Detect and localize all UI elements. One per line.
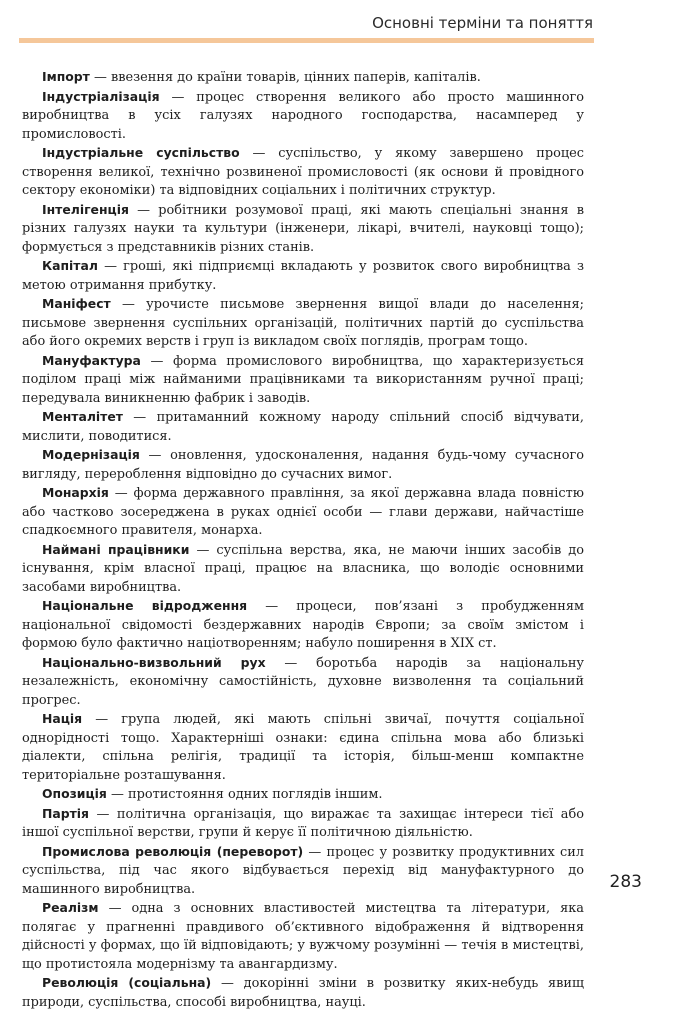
glossary-entry — [22, 88, 584, 145]
glossary-term: Національно-визвольний рух — [42, 654, 266, 670]
glossary-definition: — процес створення великого або просто машинного виробництва в усіх галузях народного господарства, насамперед у промисловості. — [22, 89, 584, 142]
glossary-entry — [22, 257, 584, 295]
page-number: 283 — [609, 872, 642, 892]
glossary-definition: — одна з основних властивостей мистецтва та літератури, яка полягає у прагненні правдивого об’єктивного відображення й відтворення дійсності у формах, що їй відповідають; у вужчому розумінні — течія в мистецтві, що протистояла модернізму та авангардизму. — [22, 901, 584, 972]
glossary-entry — [22, 974, 584, 1012]
glossary-definition: — боротьба народів за національну незалежність, економічну самостійність, духовне визволення та соціальний прогрес. — [22, 655, 584, 708]
glossary-entry — [22, 144, 584, 201]
glossary-entry — [22, 408, 584, 446]
running-head-title: Основні терміни та поняття — [372, 14, 593, 32]
glossary-entry — [22, 68, 584, 88]
glossary-entry — [22, 805, 584, 843]
glossary-term: Індустріалізація — [42, 88, 160, 104]
glossary-term: Монархія — [42, 485, 109, 500]
glossary-term: Маніфест — [42, 296, 111, 311]
glossary-definition: — форма державного правління, за якої державна влада повністю або частково зосереджена в руках однієї особи — глави держави, найчастіше спадкоємного правителя, монарха. — [22, 486, 584, 538]
glossary-definition: — процес у розвитку продуктивних сил суспільства, під час якого відбувається перехід від мануфактурного до машинного виробництва. — [22, 844, 584, 897]
glossary-entry — [22, 484, 584, 541]
glossary-definition: — робітники розумової праці, які мають спеціальні знання в різних галузях науки та культури (інженери, лікарі, вчителі, науковці тощо); формується з представників різних станів. — [22, 202, 584, 255]
glossary-definition: — суспільна верства, яка, не маючи інших засобів до існування, крім власної праці, працює на власника, що володіє основними засобами виробництва. — [22, 542, 584, 595]
glossary-term: Індустріальне суспільство — [42, 145, 240, 160]
glossary-term: Реалізм — [42, 900, 99, 915]
glossary-entry — [22, 785, 584, 805]
glossary-term: Опозиція — [42, 786, 107, 801]
glossary-entry — [22, 899, 584, 974]
glossary-definition: — політична організація, що виражає та захищає інтереси тієї або іншої суспільної верстви, групи й керує її політичною діяльністю. — [22, 806, 584, 840]
glossary-definition: — форма промислового виробництва, що характеризується поділом праці між найманими працівниками та використанням ручної праці; передувала виникненню фабрик і заводів. — [22, 353, 584, 406]
glossary-term: Наймані працівники — [42, 541, 190, 557]
glossary-term: Менталітет — [42, 409, 123, 424]
glossary-definition: — оновлення, удосконалення, надання будь-чому сучасного вигляду, перероблення відповідно до сучасних вимог. — [22, 448, 584, 482]
glossary-term: Модернізація — [42, 447, 140, 462]
glossary-term: Промислова революція (переворот) — [42, 843, 304, 859]
glossary-definition: — докорінні зміни в розвитку яких-небудь явищ природи, суспільства, способі виробництва, науці. — [22, 976, 584, 1010]
glossary-term: Імпорт — [42, 69, 90, 84]
glossary-definition: — протистояння одних поглядів іншим. — [106, 787, 383, 802]
glossary-term: Партія — [42, 805, 89, 821]
glossary-definition: — суспільство, у якому завершено процес створення великої, технічно розвиненої промисловості (як основи й провідного сектору економіки) та відповідних соціальних і політичних структур. — [22, 146, 584, 198]
glossary-term: Капітал — [42, 258, 98, 273]
glossary-definition: — процеси, пов’язані з пробудженням національної свідомості бездержавних народів Європи; за своїм змістом і формою було фактично націотворенням; набуло поширення в XIX ст. — [22, 599, 584, 651]
glossary-definition: — урочисте письмове звернення вищої влади до населення; письмове звернення суспільних організацій, політичних партій до суспільства або його окремих верств і груп із викладом своїх поглядів, програм тощо. — [22, 297, 584, 349]
glossary-definition: — група людей, які мають спільні звичаї, почуття соціальної однорідності тощо. Характерніші ознаки: єдина спільна мова або близькі діалекти, спільна релігія, традиції та історія, більш-менш компактне територіальне розташування. — [22, 712, 584, 783]
glossary-entry — [22, 597, 584, 654]
glossary-entry — [22, 201, 584, 258]
glossary-definition: — притаманний кожному народу спільний спосіб відчувати, мислити, поводитися. — [22, 410, 584, 444]
glossary-entry — [22, 352, 584, 409]
glossary-entry — [22, 541, 584, 598]
glossary-term: Нація — [42, 711, 83, 726]
glossary-entry — [22, 843, 584, 900]
glossary-content — [22, 68, 584, 1012]
glossary-entry — [22, 446, 584, 484]
glossary-term: Мануфактура — [42, 352, 141, 368]
glossary-entry — [22, 295, 584, 352]
glossary-entry — [22, 654, 584, 711]
header-rule — [19, 38, 594, 43]
glossary-term: Революція (соціальна) — [42, 975, 212, 990]
glossary-definition: — гроші, які підприємці вкладають у розвиток свого виробництва з метою отримання прибутку. — [22, 259, 584, 293]
glossary-definition: — ввезення до країни товарів, цінних паперів, капіталів. — [89, 70, 481, 85]
glossary-entry — [22, 710, 584, 785]
glossary-term: Національне відродження — [42, 598, 248, 613]
glossary-term: Інтелігенція — [42, 201, 129, 217]
